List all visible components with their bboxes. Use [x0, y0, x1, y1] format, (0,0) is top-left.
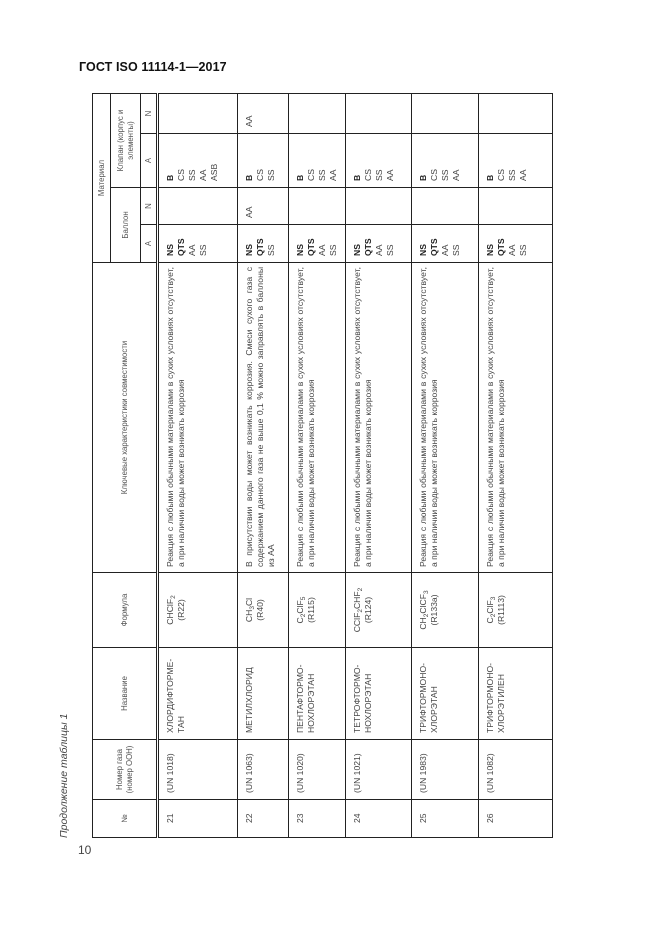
cell-cylinder-a	[238, 225, 288, 263]
material-code: B	[484, 174, 495, 181]
cell-key-characteristics: Реакция с любыми обычными материалами в сухих условиях отсутствует, а при наличии воды может возникать коррозия	[412, 263, 478, 573]
table-body	[158, 93, 553, 837]
gas-compatibility-table	[92, 93, 553, 838]
cell-key-characteristics: Реакция с любыми обычными материалами в сухих условиях отсутствует, а при наличии воды может возникать коррозия	[345, 263, 411, 573]
cell-number: 24	[345, 800, 411, 838]
material-code: B	[294, 174, 305, 181]
cell-valve-a	[158, 134, 238, 188]
cell-cylinder-n	[158, 188, 238, 225]
table-row	[478, 93, 552, 837]
cell-name: МЕТИЛХЛОРИД	[238, 648, 288, 740]
material-code: QTS	[255, 238, 266, 256]
material-code: AA	[187, 244, 197, 256]
material-code: AA	[451, 169, 462, 181]
material-code: CS	[255, 169, 266, 181]
material-code: SS	[327, 244, 338, 256]
material-code: AA	[506, 244, 517, 256]
material-code: AA	[384, 169, 395, 181]
cell-valve-n	[288, 93, 345, 133]
header-formula: Формула	[93, 573, 158, 648]
material-code: AA	[517, 169, 528, 181]
formula-text: $CH_3Cl$	[244, 597, 257, 623]
material-code: SS	[384, 244, 395, 256]
material-code: QTS	[429, 238, 440, 256]
refrigerant-code: (R22)	[176, 599, 186, 621]
cell-formula	[288, 573, 345, 648]
cell-number: 25	[412, 800, 478, 838]
material-code: SS	[517, 244, 528, 256]
header-name: Название	[93, 648, 158, 740]
header-number: №	[93, 800, 158, 838]
cell-name: ПЕНТАФТОРМО-НОХЛОРЭТАН	[288, 648, 345, 740]
material-code: AA	[316, 244, 327, 256]
cell-key-characteristics: Реакция с любыми обычными материалами в сухих условиях отсутствует, а при наличии воды может возникать коррозия	[478, 263, 552, 573]
cell-formula	[478, 573, 552, 648]
material-code: AA	[373, 244, 384, 256]
material-code: SS	[198, 244, 208, 256]
material-code: AA	[244, 115, 255, 127]
cell-valve-a	[345, 134, 411, 188]
cell-valve-a	[238, 134, 288, 188]
material-code: B	[351, 174, 362, 181]
cell-un-number: (UN 1983)	[412, 740, 478, 800]
cell-valve-n	[345, 93, 411, 133]
material-code: NS	[418, 244, 429, 256]
refrigerant-code: (R1113)	[495, 595, 506, 625]
cell-valve-a	[478, 134, 552, 188]
cell-cylinder-n	[345, 188, 411, 225]
cell-key-characteristics: Реакция с любыми обычными материалами в сухих условиях отсутствует, а при наличии воды может возникать коррозия	[158, 263, 238, 573]
table-row	[158, 93, 238, 837]
header-key-characteristics: Ключевые характеристики совместимости	[93, 263, 158, 573]
formula-text: $C_2ClF_5$	[294, 596, 307, 624]
cell-name: ТРИФТОРМОНО-ХЛОРЭТИЛЕН	[478, 648, 552, 740]
material-code: QTS	[176, 238, 186, 256]
material-code: AA	[440, 244, 451, 256]
table-row	[412, 93, 478, 837]
cell-number: 21	[158, 800, 238, 838]
material-code: CS	[429, 169, 440, 181]
cell-valve-a	[288, 134, 345, 188]
formula-text: $CH_2ClCF_3$	[418, 590, 431, 630]
formula-text: $CClF_2CHF_2$	[351, 587, 364, 633]
cell-valve-a	[412, 134, 478, 188]
cell-valve-n	[478, 93, 552, 133]
refrigerant-code: (R133a)	[429, 594, 440, 626]
material-code: ASB	[209, 163, 219, 181]
cell-cylinder-n	[238, 188, 288, 225]
header-valve-a: A	[141, 134, 158, 188]
material-code: SS	[187, 169, 197, 181]
material-code: AA	[198, 169, 208, 181]
material-code: SS	[266, 169, 277, 181]
cell-cylinder-a	[288, 225, 345, 263]
header-valve-n: N	[141, 93, 158, 133]
cell-cylinder-a	[478, 225, 552, 263]
cell-formula	[345, 573, 411, 648]
cell-cylinder-a	[345, 225, 411, 263]
table-caption: Продолжение таблицы 1	[58, 713, 70, 838]
cell-name: ХЛОРДИФТОРМЕ-ТАН	[158, 648, 238, 740]
cell-valve-n	[412, 93, 478, 133]
cell-number: 22	[238, 800, 288, 838]
refrigerant-code: (R40)	[255, 599, 266, 621]
material-code: AA	[327, 169, 338, 181]
cell-un-number: (UN 1063)	[238, 740, 288, 800]
formula-text: $C_2ClF_3$	[484, 596, 497, 624]
header-cylinder-n: N	[141, 188, 158, 225]
cell-number: 23	[288, 800, 345, 838]
material-code: NS	[351, 244, 362, 256]
cell-un-number: (UN 1082)	[478, 740, 552, 800]
table-row	[288, 93, 345, 837]
material-code: QTS	[305, 238, 316, 256]
material-code: SS	[373, 169, 384, 181]
header-valve: Клапан (корпус и элементы)	[111, 93, 141, 187]
cell-un-number: (UN 1018)	[158, 740, 238, 800]
material-code: SS	[506, 169, 517, 181]
cell-formula	[412, 573, 478, 648]
cell-un-number: (UN 1020)	[288, 740, 345, 800]
material-code: QTS	[495, 238, 506, 256]
material-code: QTS	[362, 238, 373, 256]
cell-cylinder-a	[412, 225, 478, 263]
document-title: ГОСТ ISO 11114-1—2017	[79, 60, 227, 74]
cell-name: ТРИФТОРМОНО-ХЛОРЭТАН	[412, 648, 478, 740]
cell-formula	[158, 573, 238, 648]
material-code: SS	[440, 169, 451, 181]
table-row	[238, 93, 288, 837]
material-code: SS	[266, 244, 277, 256]
cell-un-number: (UN 1021)	[345, 740, 411, 800]
page-number: 10	[78, 843, 92, 857]
header-cylinder: Баллон	[111, 188, 141, 263]
cell-valve-n	[238, 93, 288, 133]
header-material: Материал	[93, 93, 111, 262]
header-un-number: Номер газа (номер ООН)	[93, 740, 158, 800]
material-code: CS	[176, 169, 186, 181]
table-row	[345, 93, 411, 837]
material-code: AA	[244, 206, 255, 218]
material-code: NS	[294, 244, 305, 256]
rotated-table-container	[92, 94, 553, 838]
cell-formula	[238, 573, 288, 648]
refrigerant-code: (R115)	[305, 597, 316, 623]
material-code: SS	[316, 169, 327, 181]
cell-cylinder-n	[412, 188, 478, 225]
cell-valve-n	[158, 93, 238, 133]
header-cylinder-a: A	[141, 225, 158, 263]
cell-cylinder-n	[288, 188, 345, 225]
cell-key-characteristics: В присутствии воды может возникать коррозия. Смеси сухого газа с содержанием данного газа не выше 0,1 % можно заправлять в баллоны из AA	[238, 263, 288, 573]
material-code: B	[244, 174, 255, 181]
material-code: CS	[362, 169, 373, 181]
material-code: NS	[484, 244, 495, 256]
refrigerant-code: (R124)	[362, 596, 373, 624]
material-code: CS	[305, 169, 316, 181]
material-code: NS	[244, 244, 255, 256]
cell-cylinder-a	[158, 225, 238, 263]
material-code: SS	[451, 244, 462, 256]
material-code: B	[418, 174, 429, 181]
material-code: B	[165, 174, 175, 181]
material-code: CS	[495, 169, 506, 181]
material-code: NS	[165, 244, 175, 256]
formula-text: CHClF$_2$	[165, 595, 177, 625]
cell-cylinder-n	[478, 188, 552, 225]
cell-key-characteristics: Реакция с любыми обычными материалами в сухих условиях отсутствует, а при наличии воды может возникать коррозия	[288, 263, 345, 573]
cell-name: ТЕТРОФТОРМО-НОХЛОРЭТАН	[345, 648, 411, 740]
cell-number: 26	[478, 800, 552, 838]
